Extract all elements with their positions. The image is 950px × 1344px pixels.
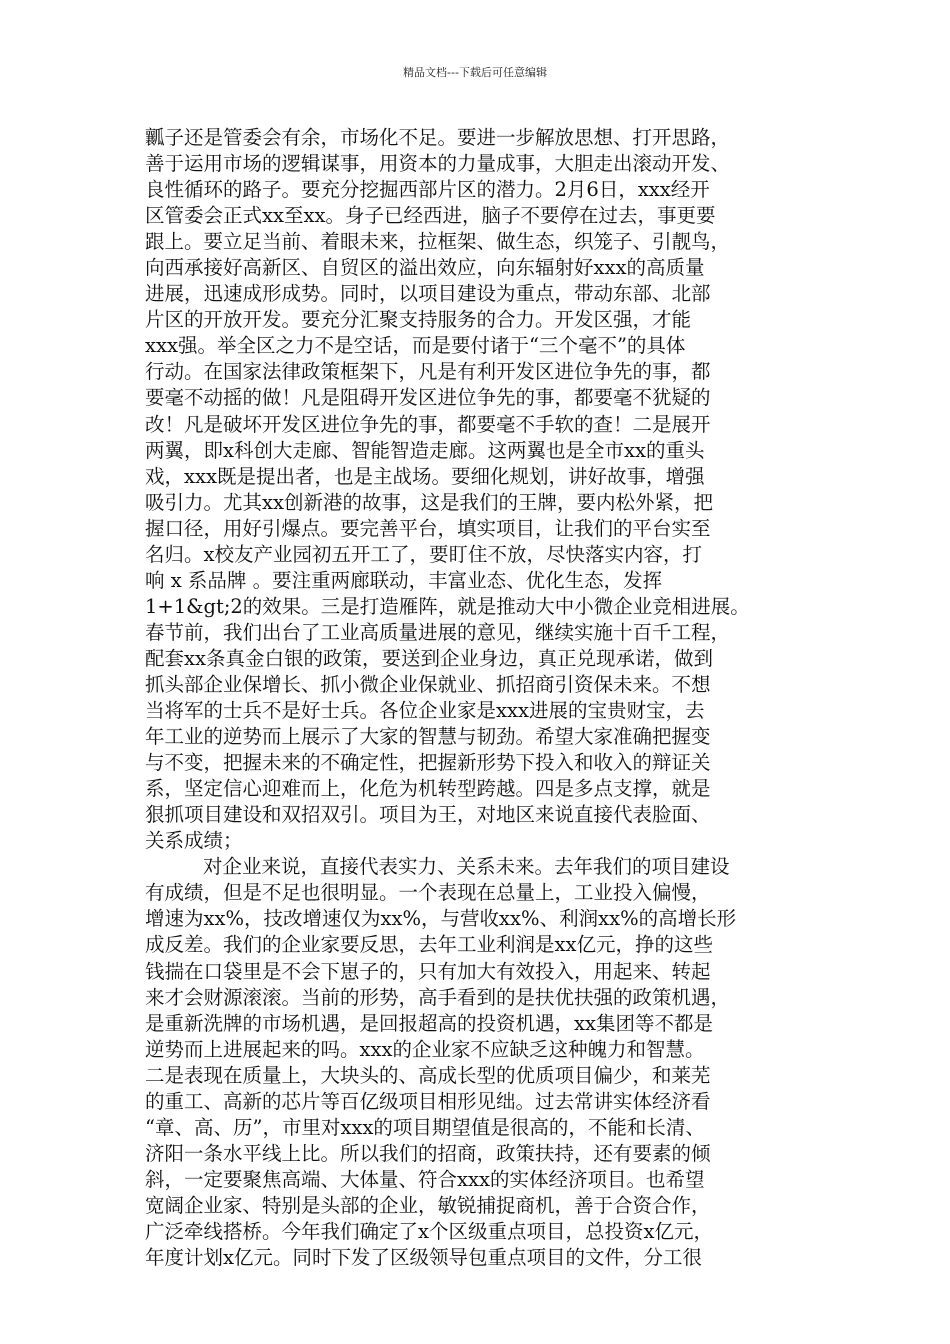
text-line: 来才会财源滚滚。当前的形势，高手看到的是扶优扶强的政策机遇， [145, 985, 731, 1009]
text-line: 响 x 系品牌 。要注重两廊联动，丰富业态、优化生态，发挥 [145, 568, 663, 592]
text-line: 年度计划x亿元。同时下发了区级领导包重点项目的文件，分工很 [145, 1246, 702, 1270]
text-line: 1+1&gt;2的效果。三是打造雁阵，就是推动大中小微企业竞相进展。 [145, 594, 750, 618]
text-line: 狠抓项目建设和双招双引。项目为王，对地区来说直接代表脸面、 [145, 803, 711, 827]
text-line: “章、高、历”，市里对xxx的项目期望值是很高的，不能和长清、 [145, 1115, 705, 1139]
text-line: 向西承接好高新区、自贸区的溢出效应，向东辐射好xxx的高质量 [145, 256, 705, 280]
text-line: 区管委会正式xx至xx。身子已经西进，脑子不要停在过去，事更要 [145, 204, 716, 228]
text-line: 配套xx条真金白银的政策，要送到企业身边，真正兑现承诺，做到 [145, 646, 713, 670]
text-line: 抓头部企业保增长、抓小微企业保就业、抓招商引资保未来。不想 [145, 672, 711, 696]
text-line: 逆势而上进展起来的吗。xxx的企业家不应缺乏这种魄力和智慧。 [145, 1037, 705, 1061]
text-line: 两翼，即x科创大走廊、智能智造走廊。这两翼也是全市xx的重头 [145, 438, 705, 462]
text-line: 关系成绩； [145, 829, 243, 853]
text-line: 当将军的士兵不是好士兵。各位企业家是xxx进展的宝贵财宝，去 [145, 699, 705, 723]
text-line: 是重新洗牌的市场机遇，是回报超高的投资机遇，xx集团等不都是 [145, 1011, 713, 1035]
text-line: 钱揣在口袋里是不会下崽子的，只有加大有效投入，用起来、转起 [145, 959, 711, 983]
text-line: 系，坚定信心迎难而上，化危为机转型跨越。四是多点支撑，就是 [145, 777, 711, 801]
text-line: 春节前，我们出台了工业高质量进展的意见，继续实施十百千工程， [145, 620, 731, 644]
text-line: 有成绩，但是不足也很明显。一个表现在总量上，工业投入偏慢， [145, 881, 711, 905]
text-line: 握口径，用好引爆点。要完善平台，填实项目，让我们的平台实至 [145, 516, 711, 540]
text-line: 与不变，把握未来的不确定性，把握新形势下投入和收入的辩证关 [145, 751, 711, 775]
text-line: 改！凡是破坏开发区进位争先的事，都要毫不手软的查！二是展开 [145, 412, 711, 436]
text-line: 良性循环的路子。要充分挖掘西部片区的潜力。2月6日，xxx经开 [145, 178, 710, 202]
text-line: 戏，xxx既是提出者，也是主战场。要细化规划，讲好故事，增强 [145, 464, 705, 488]
text-line: 吸引力。尤其xx创新港的故事，这是我们的王牌，要内松外紧，把 [145, 490, 713, 514]
text-line: 年工业的逆势而上展示了大家的智慧与韧劲。希望大家准确把握变 [145, 725, 711, 749]
text-line: 斜，一定要聚焦高端、大体量、符合xxx的实体经济项目。也希望 [145, 1167, 705, 1191]
text-line: 要毫不动摇的做！凡是阻碍开发区进位争先的事，都要毫不犹疑的 [145, 386, 711, 410]
text-line: 跟上。要立足当前、着眼未来，拉框架、做生态，织笼子、引靓鸟， [145, 230, 731, 254]
text-line: 片区的开放开发。要充分汇聚支持服务的合力。开发区强，才能 [145, 308, 692, 332]
document-body [145, 125, 805, 1271]
text-line: 广泛牵线搭桥。今年我们确定了x个区级重点项目，总投资x亿元， [145, 1219, 713, 1243]
text-line: 瓤子还是管委会有余，市场化不足。要进一步解放思想、打开思路， [145, 126, 731, 149]
text-line: 对企业来说，直接代表实力、关系未来。去年我们的项目建设 [203, 855, 730, 879]
text-line: 二是表现在质量上，大块头的、高成长型的优质项目偏少，和莱芜 [145, 1063, 711, 1087]
text-line: 济阳一条水平线上比。所以我们的招商，政策扶持，还有要素的倾 [145, 1141, 711, 1165]
text-line: 善于运用市场的逻辑谋事，用资本的力量成事，大胆走出滚动开发、 [145, 152, 731, 176]
text-line: 进展，迅速成形成势。同时，以项目建设为重点，带动东部、北部 [145, 282, 711, 306]
text-line: 行动。在国家法律政策框架下，凡是有利开发区进位争先的事，都 [145, 360, 711, 384]
page-header: 精品文档---下载后可任意编辑 [403, 66, 547, 79]
text-line: 宽阔企业家、特别是头部的企业，敏锐捕捉商机，善于合资合作， [145, 1193, 711, 1217]
text-line: xxx强。举全区之力不是空话，而是要付诸于“三个毫不”的具体 [145, 334, 686, 358]
text-line: 成反差。我们的企业家要反思，去年工业利润是xx亿元，挣的这些 [145, 933, 713, 957]
text-line: 名归。x校友产业园初五开工了，要盯住不放，尽快落实内容，打 [145, 542, 702, 566]
text-line: 增速为xx%，技改增速仅为xx%，与营收xx%、利润xx%的高增长形 [145, 907, 737, 931]
text-line: 的重工、高新的芯片等百亿级项目相形见绌。过去常讲实体经济看 [145, 1089, 711, 1113]
